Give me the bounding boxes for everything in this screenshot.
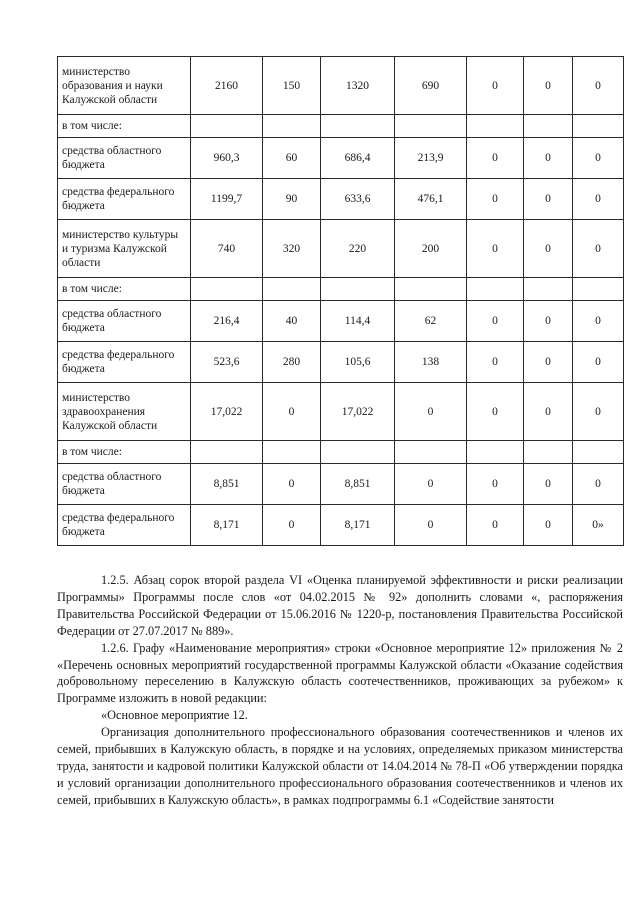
value-cell: 0 (524, 464, 573, 505)
row-label: средства областного бюджета (58, 464, 191, 505)
value-cell: 8,851 (191, 464, 263, 505)
value-cell (321, 278, 395, 301)
value-cell (263, 115, 321, 138)
value-cell: 8,171 (321, 505, 395, 546)
value-cell (191, 278, 263, 301)
paragraph-1-2-6: 1.2.6. Графу «Наименование мероприятия» строки «Основное мероприятие 12» приложения № 2 «Перечень основных мероприятий государственной программы Калужской области «Оказание содействия добровольному переселению в Калужскую область соотечественников, проживающих за рубежом» к Программе изложить в новой редакции: (57, 640, 623, 706)
value-cell: 686,4 (321, 138, 395, 179)
value-cell (191, 441, 263, 464)
value-cell: 0 (467, 383, 524, 441)
row-label: средства областного бюджета (58, 138, 191, 179)
row-label: средства федерального бюджета (58, 342, 191, 383)
value-cell (467, 115, 524, 138)
value-cell (395, 441, 467, 464)
value-cell: 0 (573, 138, 624, 179)
value-cell: 17,022 (321, 383, 395, 441)
value-cell: 213,9 (395, 138, 467, 179)
value-cell: 0 (467, 138, 524, 179)
value-cell: 0 (524, 220, 573, 278)
value-cell: 1199,7 (191, 179, 263, 220)
row-label: министерство образования и науки Калужской области (58, 57, 191, 115)
value-cell: 320 (263, 220, 321, 278)
value-cell (321, 441, 395, 464)
value-cell: 1320 (321, 57, 395, 115)
paragraph-main-event-description: Организация дополнительного профессионального образования соотечественников и членов их семей, прибывших в Калужскую область, в порядке и на условиях, определяемых приказом министерства труда, занятости и кадровой политики Калужской области от 14.04.2014 № 78-П «Об утверждении порядка и условий организации дополнительного профессионального образования соотечественников и членов их семей, прибывших в Калужскую область», в рамках подпрограммы 6.1 «Содействие занятости (57, 725, 623, 807)
row-label: средства федерального бюджета (58, 505, 191, 546)
table-row (58, 505, 624, 546)
row-label: средства областного бюджета (58, 301, 191, 342)
row-label: в том числе: (58, 441, 191, 464)
value-cell: 0 (524, 138, 573, 179)
value-cell (524, 115, 573, 138)
value-cell: 0 (524, 57, 573, 115)
value-cell: 0 (573, 342, 624, 383)
value-cell: 0 (573, 383, 624, 441)
row-label: в том числе: (58, 115, 191, 138)
value-cell (573, 441, 624, 464)
table-row (58, 57, 624, 115)
value-cell: 138 (395, 342, 467, 383)
value-cell: 105,6 (321, 342, 395, 383)
paragraph-1-2-5: 1.2.5. Абзац сорок второй раздела VI «Оценка планируемой эффективности и риски реализации Программы» Программы после слов «от 04.02.2015 № 92» дополнить словами «, распоряжения Правительства Российской Федерации от 15.06.2016 № 1220-р, постановления Правительства Российской Федерации от 27.07.2017 № 889». (57, 573, 623, 638)
value-cell: 2160 (191, 57, 263, 115)
value-cell: 740 (191, 220, 263, 278)
value-cell (321, 115, 395, 138)
value-cell (395, 115, 467, 138)
value-cell: 0 (573, 301, 624, 342)
value-cell (573, 115, 624, 138)
value-cell: 90 (263, 179, 321, 220)
value-cell: 0 (524, 342, 573, 383)
row-label: министерство здравоохранения Калужской области (58, 383, 191, 441)
value-cell: 0 (263, 505, 321, 546)
row-label: в том числе: (58, 278, 191, 301)
value-cell (524, 278, 573, 301)
value-cell: 0 (395, 505, 467, 546)
value-cell (573, 278, 624, 301)
row-label: средства федерального бюджета (58, 179, 191, 220)
value-cell: 0 (573, 220, 624, 278)
value-cell: 200 (395, 220, 467, 278)
value-cell: 8,171 (191, 505, 263, 546)
value-cell: 40 (263, 301, 321, 342)
value-cell: 8,851 (321, 464, 395, 505)
value-cell: 0 (467, 179, 524, 220)
value-cell: 690 (395, 57, 467, 115)
value-cell: 0 (395, 464, 467, 505)
value-cell: 220 (321, 220, 395, 278)
value-cell (395, 278, 467, 301)
value-cell: 62 (395, 301, 467, 342)
table-row (58, 301, 624, 342)
value-cell: 0 (524, 301, 573, 342)
value-cell: 476,1 (395, 179, 467, 220)
value-cell: 0 (467, 464, 524, 505)
value-cell: 60 (263, 138, 321, 179)
value-cell: 0 (524, 383, 573, 441)
value-cell: 0 (263, 464, 321, 505)
value-cell: 0 (524, 179, 573, 220)
value-cell: 0 (524, 505, 573, 546)
value-cell: 0 (395, 383, 467, 441)
value-cell: 0 (573, 57, 624, 115)
value-cell: 114,4 (321, 301, 395, 342)
value-cell: 960,3 (191, 138, 263, 179)
table-row (58, 342, 624, 383)
row-label: министерство культуры и туризма Калужской области (58, 220, 191, 278)
table-row (58, 383, 624, 441)
value-cell: 150 (263, 57, 321, 115)
value-cell: 0» (573, 505, 624, 546)
value-cell (467, 278, 524, 301)
table-row (58, 179, 624, 220)
value-cell: 280 (263, 342, 321, 383)
table-row (58, 278, 624, 301)
value-cell: 216,4 (191, 301, 263, 342)
table-row (58, 441, 624, 464)
document-text (57, 572, 623, 809)
value-cell (467, 441, 524, 464)
value-cell: 523,6 (191, 342, 263, 383)
table-row (58, 115, 624, 138)
value-cell (191, 115, 263, 138)
value-cell (263, 441, 321, 464)
table-row (58, 220, 624, 278)
value-cell: 0 (467, 57, 524, 115)
value-cell: 0 (467, 301, 524, 342)
value-cell: 0 (573, 179, 624, 220)
value-cell: 0 (467, 342, 524, 383)
value-cell: 0 (573, 464, 624, 505)
value-cell (524, 441, 573, 464)
value-cell: 0 (467, 505, 524, 546)
value-cell: 0 (263, 383, 321, 441)
value-cell: 0 (467, 220, 524, 278)
paragraph-main-event-title: «Основное мероприятие 12. (101, 708, 248, 723)
value-cell: 17,022 (191, 383, 263, 441)
table-row (58, 138, 624, 179)
budget-table (57, 56, 624, 546)
budget-table-body (58, 57, 624, 546)
value-cell: 633,6 (321, 179, 395, 220)
value-cell (263, 278, 321, 301)
table-row (58, 464, 624, 505)
